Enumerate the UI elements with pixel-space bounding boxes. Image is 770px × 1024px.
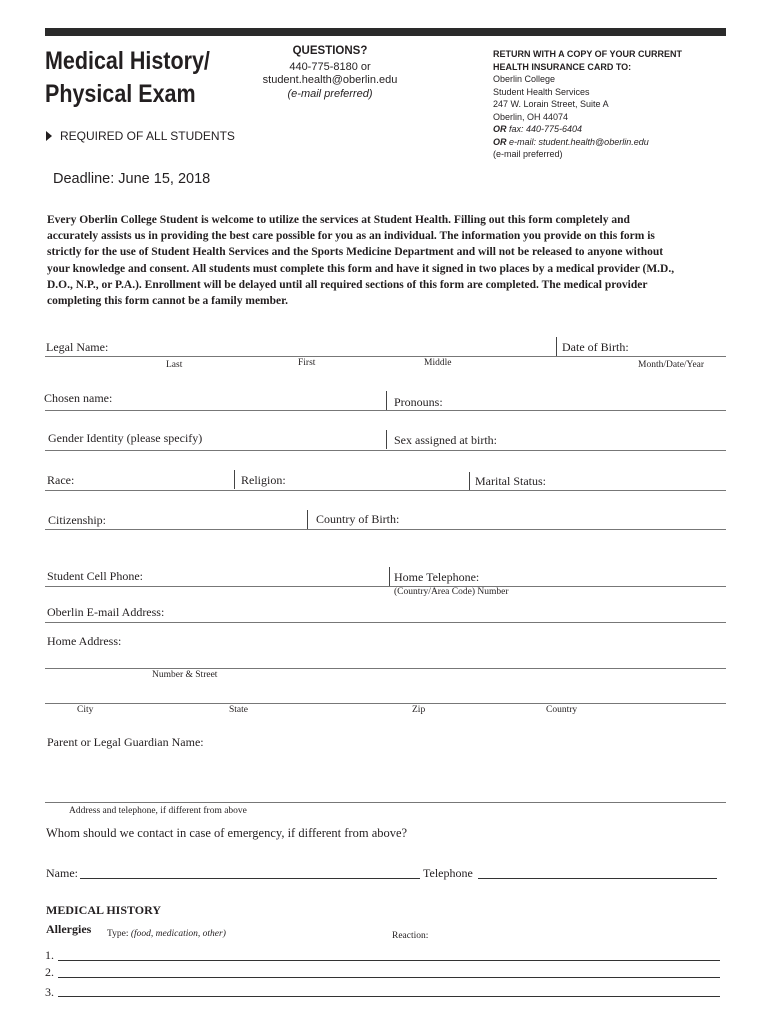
guardian-line [45, 802, 726, 803]
emergency-telephone-line [478, 878, 717, 879]
country-sublabel: Country [546, 705, 578, 715]
return-city: Oberlin, OH 44074 [493, 112, 569, 122]
guardian-address-sublabel: Address and telephone, if different from above [69, 806, 247, 816]
city-sublabel: City [77, 705, 94, 715]
divider [307, 510, 308, 529]
emergency-name-label: Name: [46, 866, 78, 880]
form-title-line-2: Physical Exam [45, 80, 196, 108]
allergy-row-2-input[interactable] [58, 962, 720, 978]
allergies-label: Allergies [46, 922, 92, 936]
chosen-name-line [45, 410, 726, 411]
home-address-field[interactable] [45, 634, 726, 668]
chosen-name-label: Chosen name: [44, 391, 113, 405]
allergy-row-3-line [58, 996, 720, 997]
first-sublabel: First [298, 358, 316, 368]
divider [234, 470, 235, 489]
sex-assigned-label: Sex assigned at birth: [394, 433, 497, 447]
questions-email: student.health@oberlin.edu [262, 74, 398, 86]
middle-sublabel: Middle [424, 358, 452, 368]
intro-paragraph [47, 212, 727, 309]
race-label: Race: [47, 473, 75, 487]
gender-identity-label: Gender Identity (please specify) [48, 431, 203, 445]
legal-name-label: Legal Name: [46, 340, 109, 354]
type-prefix: Type: [107, 929, 131, 939]
questions-heading: QUESTIONS? [292, 45, 368, 57]
address-line-1 [45, 668, 726, 669]
pronouns-label: Pronouns: [394, 395, 443, 409]
return-email-label: OR [493, 137, 507, 147]
emergency-question: Whom should we contact in case of emergency, if different from above? [46, 826, 408, 840]
allergy-row-2-line [58, 977, 720, 978]
citizenship-line [45, 529, 726, 530]
emergency-name-line [80, 878, 420, 879]
intro-line: D.O., N.P., or P.A.). Enrollment will be delayed until all required sections of this form are completed. The medical provider [47, 278, 648, 291]
number-street-sublabel: Number & Street [152, 670, 218, 680]
questions-note: (e-mail preferred) [287, 88, 373, 100]
return-email-text: e-mail: student.health@oberlin.edu [506, 137, 649, 147]
return-email [493, 136, 649, 149]
return-heading-1: RETURN WITH A COPY OF YOUR CURRENT [493, 49, 683, 59]
allergy-type-label [107, 929, 226, 939]
return-org: Oberlin College [493, 74, 556, 84]
return-dept: Student Health Services [493, 87, 590, 97]
questions-phone: 440-775-8180 or [289, 61, 371, 73]
return-heading-2: HEALTH INSURANCE CARD TO: [493, 62, 632, 72]
intro-line: completing this form cannot be a family member. [47, 295, 289, 308]
allergy-row-number: 3. [45, 985, 54, 999]
legal-name-line [45, 356, 726, 357]
phone-line [45, 586, 726, 587]
cell-phone-field[interactable] [45, 566, 726, 586]
allergy-row-3-input[interactable] [58, 980, 720, 996]
country-of-birth-label: Country of Birth: [316, 512, 400, 526]
city-state-field[interactable] [45, 684, 726, 704]
divider [469, 472, 470, 491]
intro-line: your knowledge and consent. All students must complete this form and have it signed in two places by a medical provider (M.D., [47, 262, 675, 275]
race-line [45, 490, 726, 491]
address-line-2 [45, 703, 726, 704]
cell-phone-label: Student Cell Phone: [47, 569, 143, 583]
return-fax-label: OR [493, 124, 507, 134]
gender-line [45, 450, 726, 451]
dob-label: Date of Birth: [562, 340, 629, 354]
required-note [46, 129, 235, 143]
header-bar [45, 28, 726, 36]
home-address-label: Home Address: [47, 634, 122, 648]
return-street: 247 W. Lorain Street, Suite A [493, 99, 609, 109]
triangle-right-icon [46, 131, 52, 141]
return-note: (e-mail preferred) [493, 149, 563, 159]
required-label: REQUIRED OF ALL STUDENTS [60, 129, 235, 143]
allergy-row-1-line [58, 960, 720, 961]
emergency-telephone-label: Telephone [423, 866, 473, 880]
guardian-name-label: Parent or Legal Guardian Name: [47, 735, 204, 749]
divider [386, 391, 387, 410]
intro-line: accurately assists us in providing the best care possible for you as an individual. The information you provide on this form is [47, 230, 655, 243]
divider [386, 430, 387, 449]
type-detail: (food, medication, other) [130, 929, 226, 939]
phone-format-sublabel: (Country/Area Code) Number [394, 587, 509, 597]
dob-format-sublabel: Month/Date/Year [638, 360, 705, 370]
home-telephone-label: Home Telephone: [394, 570, 480, 584]
form-title-line-1: Medical History/ [45, 47, 210, 75]
oberlin-email-label: Oberlin E-mail Address: [47, 605, 165, 619]
religion-label: Religion: [241, 473, 286, 487]
allergy-row-number: 1. [45, 948, 54, 962]
state-sublabel: State [229, 705, 248, 715]
zip-sublabel: Zip [412, 705, 426, 715]
deadline: Deadline: June 15, 2018 [53, 171, 211, 187]
allergy-row-1-input[interactable] [58, 945, 720, 961]
divider [389, 567, 390, 586]
return-fax-text: fax: 440-775-6404 [506, 124, 583, 134]
intro-line: strictly for the use of Student Health Services and the Sports Medicine Department and will not be released to anyone without [47, 246, 664, 259]
race-field[interactable] [45, 471, 726, 491]
reaction-label: Reaction: [392, 931, 429, 941]
email-line [45, 622, 726, 623]
last-sublabel: Last [166, 360, 183, 370]
return-fax [493, 123, 582, 136]
marital-status-label: Marital Status: [475, 474, 546, 488]
intro-line: Every Oberlin College Student is welcome to utilize the services at Student Health. Filling out this form completely and [47, 214, 630, 226]
medical-history-heading: MEDICAL HISTORY [46, 903, 162, 917]
allergy-row-number: 2. [45, 965, 54, 979]
citizenship-label: Citizenship: [48, 513, 106, 527]
divider [556, 337, 557, 356]
